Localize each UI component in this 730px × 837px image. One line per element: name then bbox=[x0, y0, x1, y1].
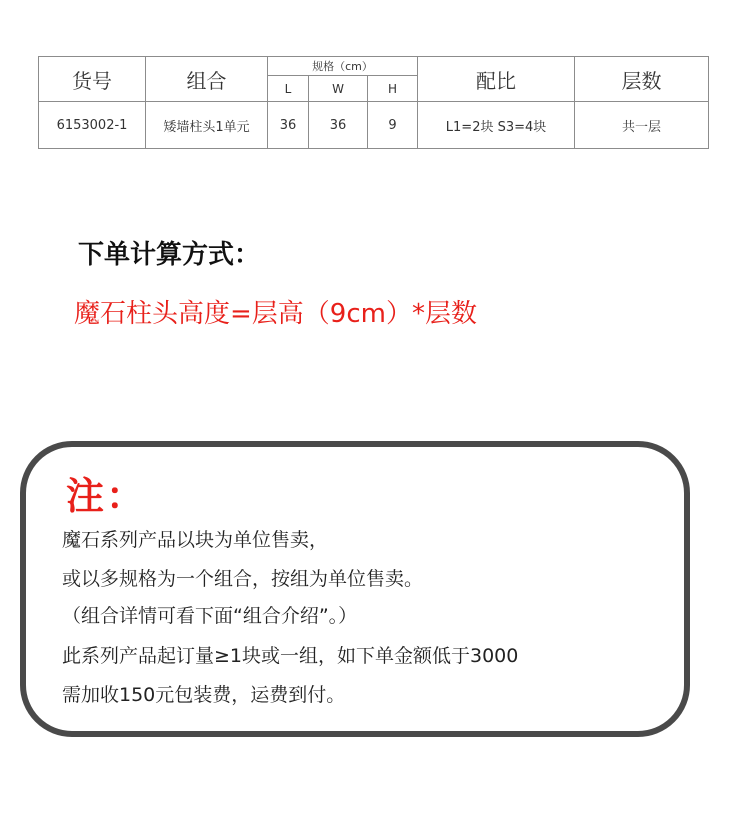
cell-combo: 矮墙柱头1单元 bbox=[146, 102, 268, 149]
spec-table bbox=[38, 56, 709, 149]
cell-dim-w: 36 bbox=[309, 102, 368, 149]
notice-line-2: 或以多规格为一个组合，按组为单位售卖。 bbox=[62, 568, 424, 590]
notice-line-3: （组合详情可看下面“组合介绍”。） bbox=[62, 605, 358, 627]
notice-title: 注： bbox=[66, 474, 147, 518]
header-combo: 组合 bbox=[146, 57, 268, 102]
cell-layers: 共一层 bbox=[575, 102, 709, 149]
calc-title: 下单计算方式： bbox=[78, 240, 261, 270]
header-dim-h: H bbox=[368, 76, 418, 102]
cell-dim-h: 9 bbox=[368, 102, 418, 149]
notice-line-4: 此系列产品起订量≥1块或一组，如下单金额低于3000 bbox=[62, 645, 519, 667]
header-layers: 层数 bbox=[575, 57, 709, 102]
cell-ratio: L1=2块 S3=4块 bbox=[418, 102, 575, 149]
header-dim-w: W bbox=[309, 76, 368, 102]
notice-line-5: 需加收150元包装费，运费到付。 bbox=[62, 684, 346, 706]
header-dim-l: L bbox=[268, 76, 309, 102]
header-spec: 规格（cm） bbox=[268, 57, 418, 76]
header-ratio: 配比 bbox=[418, 57, 575, 102]
table-row bbox=[39, 102, 709, 149]
header-item-no: 货号 bbox=[39, 57, 146, 102]
notice-box bbox=[20, 441, 690, 737]
cell-item-no: 6153002-1 bbox=[39, 102, 146, 149]
calc-formula: 魔石柱头高度=层高（9cm）*层数 bbox=[74, 299, 477, 329]
cell-dim-l: 36 bbox=[268, 102, 309, 149]
notice-line-1: 魔石系列产品以块为单位售卖， bbox=[62, 529, 329, 551]
